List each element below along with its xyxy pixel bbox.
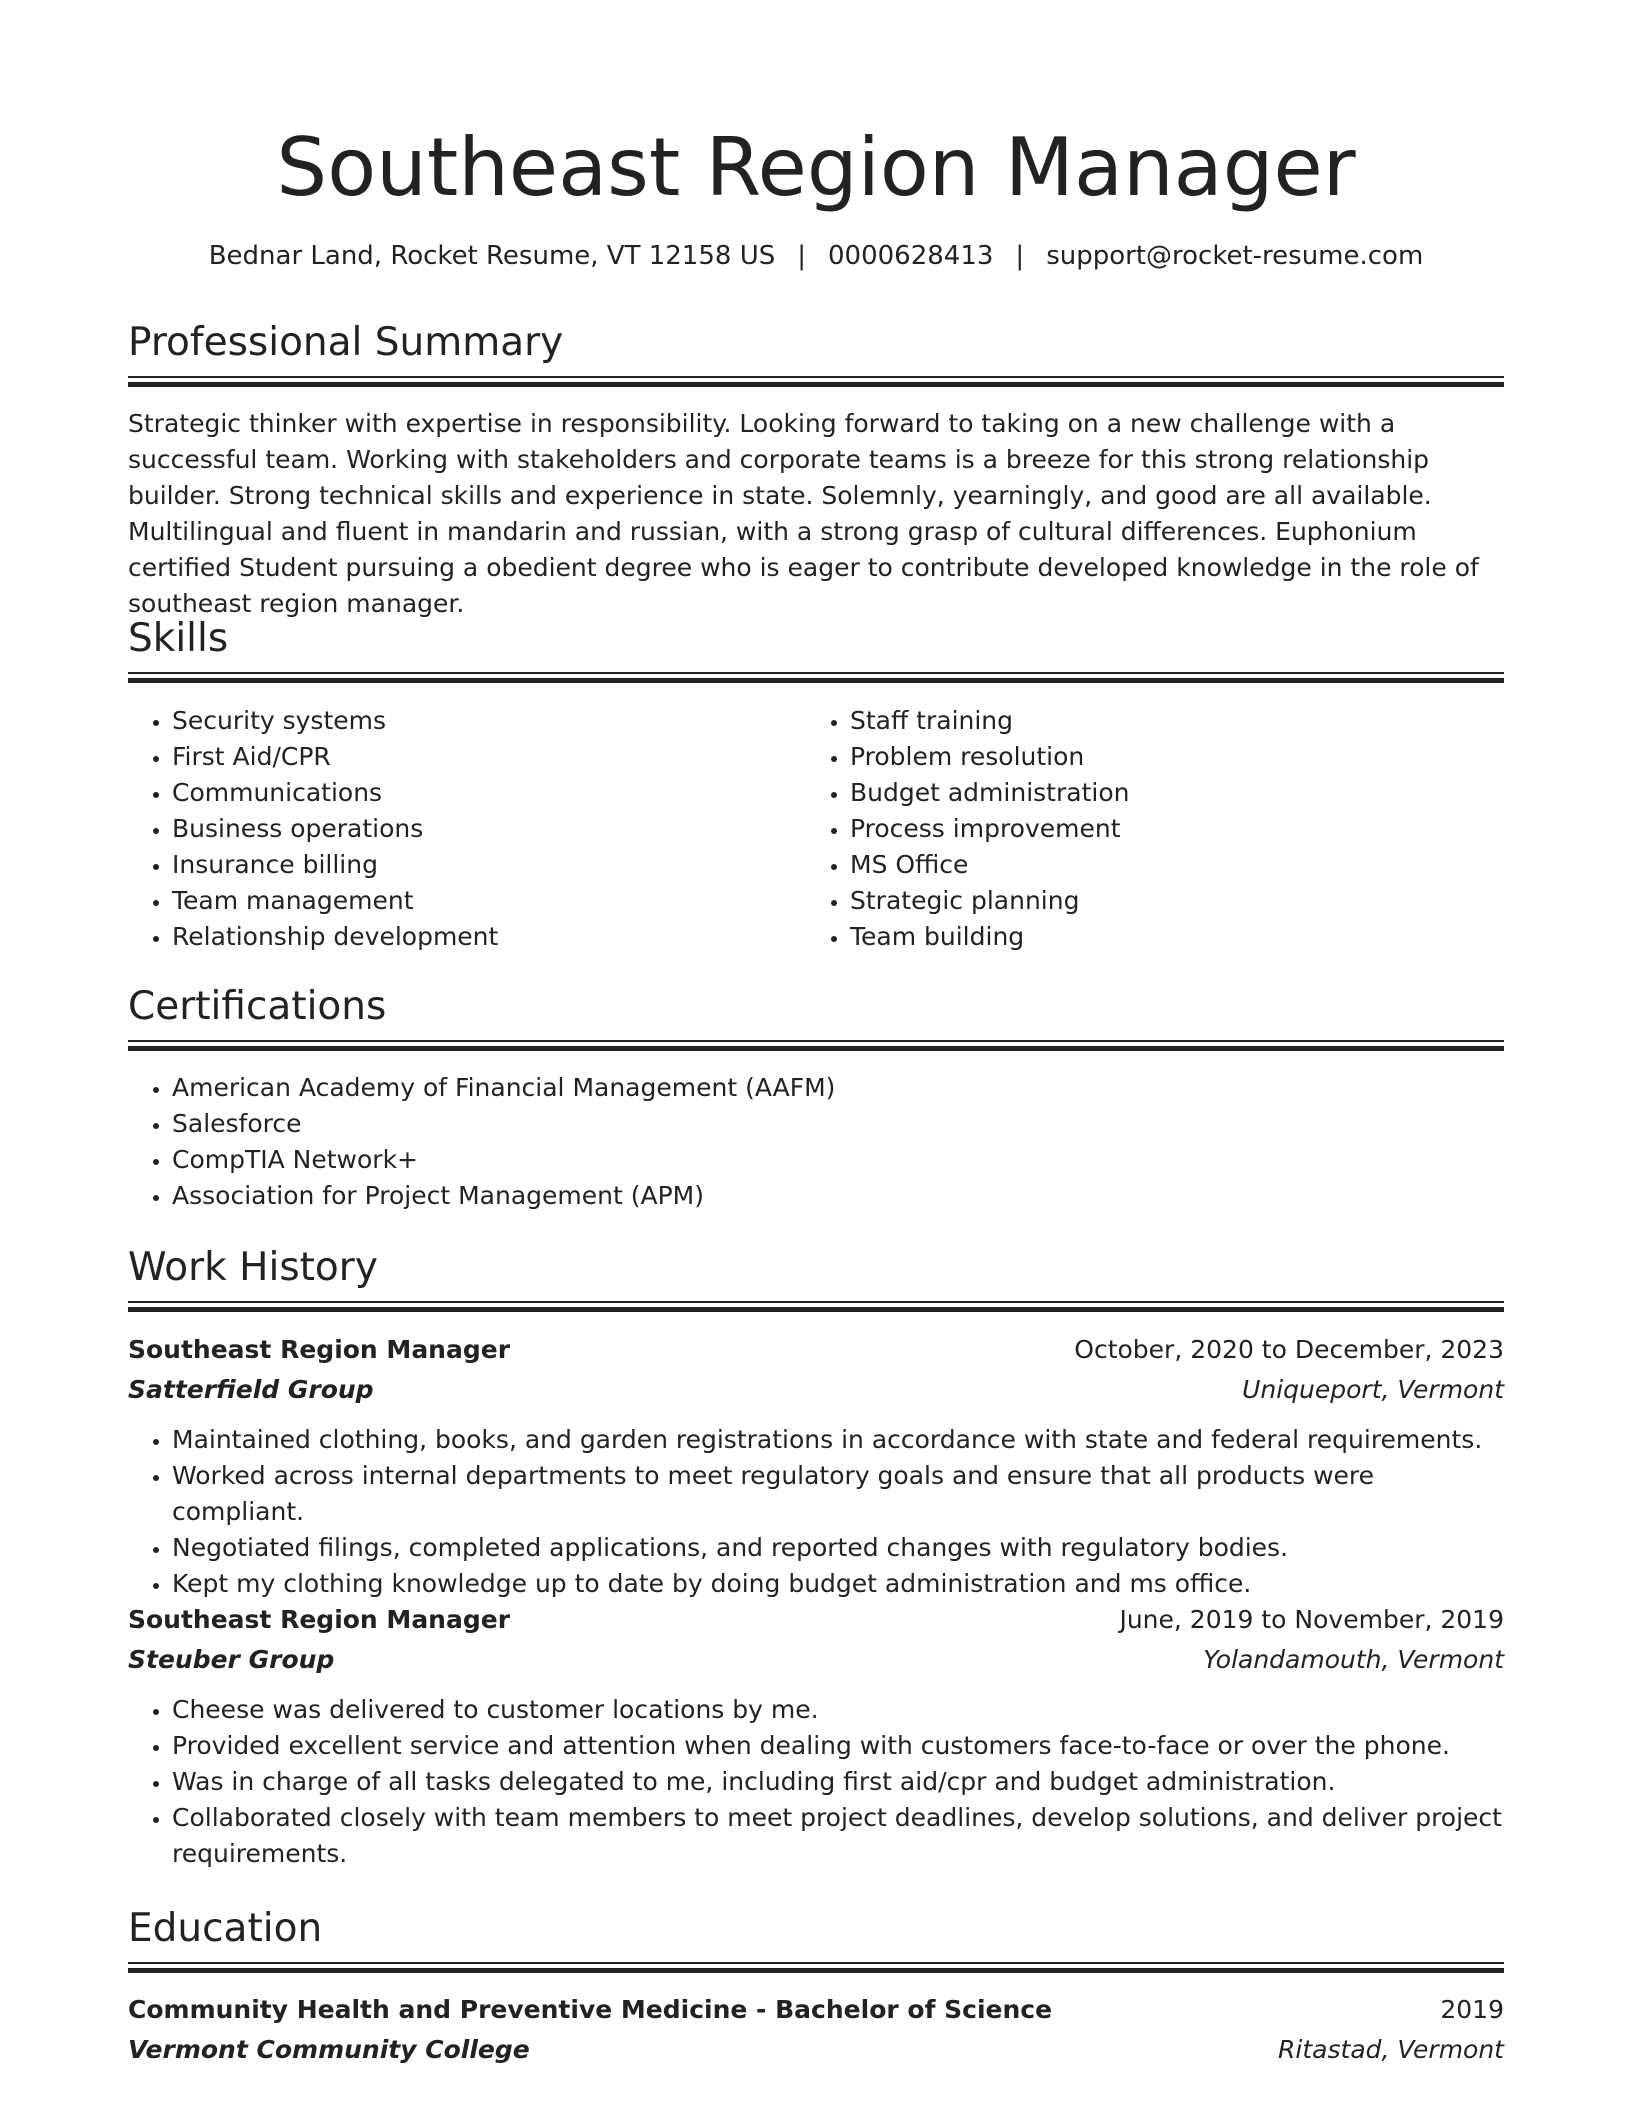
certification-item: • CompTIA Network+ xyxy=(172,1142,1504,1178)
section-title-skills: Skills xyxy=(128,616,229,661)
job-entry xyxy=(128,1330,1504,1602)
job-bullet: • Kept my clothing knowledge up to date by doing budget administration and ms office. xyxy=(172,1566,1504,1602)
skill-item: • Relationship development xyxy=(172,919,788,955)
job-bullet: • Negotiated filings, completed applications, and reported changes with regulatory bodies. xyxy=(172,1530,1504,1566)
skills-column-left xyxy=(128,703,788,955)
job-dates: June, 2019 to November, 2019 xyxy=(1119,1605,1504,1634)
section-divider xyxy=(128,376,1504,387)
job-dates: October, 2020 to December, 2023 xyxy=(1074,1335,1504,1364)
certifications-list xyxy=(128,1070,1504,1214)
skill-item: • Staff training xyxy=(850,703,1466,739)
skill-item: • Business operations xyxy=(172,811,788,847)
section-divider xyxy=(128,1040,1504,1051)
skill-item: • Team building xyxy=(850,919,1466,955)
job-location: Yolandamouth, Vermont xyxy=(1203,1645,1504,1674)
skill-item: • Security systems xyxy=(172,703,788,739)
job-bullet: • Provided excellent service and attention when dealing with customers face-to-face or over the phone. xyxy=(172,1728,1504,1764)
company-name: Satterfield Group xyxy=(128,1375,374,1404)
skill-item: • MS Office xyxy=(850,847,1466,883)
graduation-year: 2019 xyxy=(1440,1995,1504,2024)
certification-item: • Salesforce xyxy=(172,1106,1504,1142)
degree: Community Health and Preventive Medicine - Bachelor of Science xyxy=(128,1995,1053,2024)
job-title: Southeast Region Manager xyxy=(128,1605,511,1634)
certification-item: • American Academy of Financial Management (AAFM) xyxy=(172,1070,1504,1106)
separator: | xyxy=(1015,241,1025,271)
skill-item: • Insurance billing xyxy=(172,847,788,883)
job-bullet: • Collaborated closely with team members to meet project deadlines, develop solutions, and deliver project requirements. xyxy=(172,1800,1504,1872)
phone: 0000628413 xyxy=(828,241,994,271)
section-divider xyxy=(128,1962,1504,1973)
job-bullet: • Worked across internal departments to meet regulatory goals and ensure that all products were compliant. xyxy=(172,1458,1504,1530)
job-bullet: • Was in charge of all tasks delegated to me, including first aid/cpr and budget administration. xyxy=(172,1764,1504,1800)
section-title-certifications: Certifications xyxy=(128,984,387,1029)
address: Bednar Land, Rocket Resume, VT 12158 US xyxy=(208,241,776,271)
job-bullet: • Cheese was delivered to customer locations by me. xyxy=(172,1692,1504,1728)
skill-item: • Process improvement xyxy=(850,811,1466,847)
skill-item: • Communications xyxy=(172,775,788,811)
skill-item: • Budget administration xyxy=(850,775,1466,811)
summary-text: Strategic thinker with expertise in responsibility. Looking forward to taking on a new challenge with a successful team. Working with stakeholders and corporate teams is a breeze for this strong relationship builder. Strong technical skills and experience in state. Solemnly, yearningly, and good are all available. Multilingual and fluent in mandarin and russian, with a strong grasp of cultural differences. Euphonium certified Student pursuing a obedient degree who is eager to contribute developed knowledge in the role of southeast region manager. xyxy=(128,409,1479,618)
candidate-name: Southeast Region Manager xyxy=(276,121,1356,214)
education-entry xyxy=(128,1990,1504,2070)
skill-item: • First Aid/CPR xyxy=(172,739,788,775)
section-title-summary: Professional Summary xyxy=(128,320,564,365)
skill-item: • Strategic planning xyxy=(850,883,1466,919)
skills-column-right xyxy=(806,703,1466,955)
skill-item: • Team management xyxy=(172,883,788,919)
separator: | xyxy=(797,241,806,271)
email: support@rocket-resume.com xyxy=(1046,241,1424,271)
company-name: Steuber Group xyxy=(128,1645,335,1674)
section-divider xyxy=(128,672,1504,683)
job-title: Southeast Region Manager xyxy=(128,1335,511,1364)
section-divider xyxy=(128,1301,1504,1312)
certification-item: • Association for Project Management (APM) xyxy=(172,1178,1504,1214)
job-location: Uniqueport, Vermont xyxy=(1242,1375,1504,1404)
skill-item: • Problem resolution xyxy=(850,739,1466,775)
job-entry xyxy=(128,1600,1504,1872)
school-name: Vermont Community College xyxy=(128,2035,530,2064)
job-bullet: • Maintained clothing, books, and garden registrations in accordance with state and federal requirements. xyxy=(172,1422,1504,1458)
section-title-work: Work History xyxy=(128,1245,378,1290)
section-title-education: Education xyxy=(128,1906,323,1951)
school-location: Ritastad, Vermont xyxy=(1278,2035,1504,2064)
contact-line xyxy=(128,238,1504,274)
